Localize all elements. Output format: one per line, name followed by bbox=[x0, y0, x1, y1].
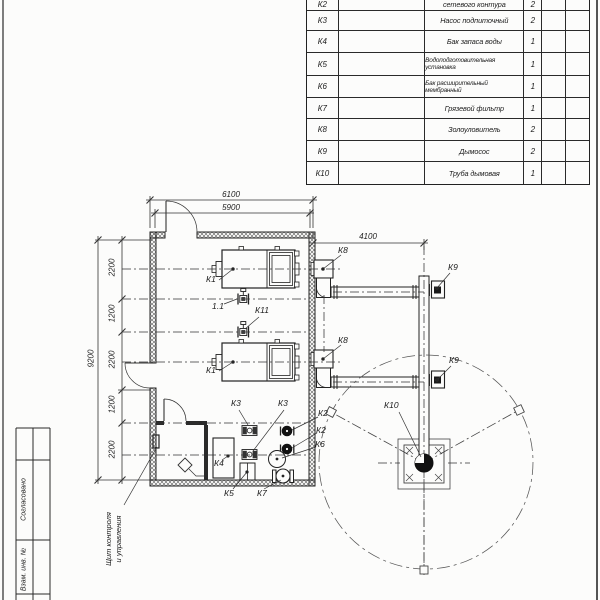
note-line-2: и управления bbox=[114, 515, 123, 563]
dim-duct-run: 4100 bbox=[359, 232, 377, 241]
row-name: сетевого контура bbox=[425, 0, 524, 10]
dim-width-inner: 5900 bbox=[222, 203, 240, 212]
row-designation bbox=[339, 0, 425, 10]
floor-drain bbox=[178, 458, 205, 476]
row-qty: 2 bbox=[524, 0, 542, 10]
table-row bbox=[307, 0, 589, 11]
expansion-tank-k6 bbox=[269, 451, 286, 468]
table-row: К4 Бак запаса воды 1 bbox=[307, 31, 589, 53]
dim-v2: 1200 bbox=[107, 304, 117, 323]
label-k6: К6 bbox=[315, 439, 325, 449]
table-row: К5 Водоподготовительная установка 1 bbox=[307, 53, 589, 76]
table-row: К7 Грязевой фильтр 1 bbox=[307, 98, 589, 119]
boiler-1 bbox=[212, 247, 299, 289]
valve-1-1 bbox=[238, 289, 249, 305]
dim-v3: 2200 bbox=[107, 350, 117, 369]
stamp-inventory: Взам. инв. № bbox=[20, 547, 28, 592]
stamp-agreed: Согласовано bbox=[20, 478, 28, 521]
table-row: К6 Бак расширительный мембранный 1 bbox=[307, 76, 589, 98]
table-row: К8 Золоуловитель 2 bbox=[307, 119, 589, 141]
dim-v4: 1200 bbox=[107, 395, 117, 414]
equipment-table bbox=[306, 0, 590, 185]
label-k4: К4 bbox=[214, 458, 224, 468]
pump-k3-2 bbox=[242, 450, 257, 460]
label-k11: К11 bbox=[255, 305, 270, 315]
label-k8-2: К8 bbox=[338, 335, 348, 345]
label-k3-1: К3 bbox=[231, 398, 241, 408]
label-k2-2: К2 bbox=[316, 425, 326, 435]
row-pos: К2 bbox=[307, 0, 339, 10]
valve-k11 bbox=[238, 322, 249, 338]
table-row: К10 Труба дымовая 1 bbox=[307, 162, 589, 184]
dim-v1: 2200 bbox=[107, 258, 117, 277]
label-k1-1: К1 bbox=[206, 274, 216, 284]
label-k7: К7 bbox=[257, 488, 267, 498]
pump-k3-1 bbox=[242, 426, 257, 436]
label-k8-1: К8 bbox=[338, 245, 348, 255]
label-k10: К10 bbox=[384, 400, 399, 410]
label-k5: К5 bbox=[224, 488, 234, 498]
table-row: К3 Насос подпиточный 2 bbox=[307, 11, 589, 31]
chimney-k10 bbox=[415, 454, 433, 472]
label-k1-2: К1 bbox=[206, 365, 216, 375]
filter-k7 bbox=[273, 469, 294, 483]
table-row: К9 Дымосос 2 bbox=[307, 141, 589, 162]
label-k3-2: К3 bbox=[278, 398, 288, 408]
dim-v5: 2200 bbox=[107, 440, 117, 459]
label-k2-1: К2 bbox=[318, 408, 328, 418]
label-k9-1: К9 bbox=[448, 262, 458, 272]
boiler-2 bbox=[212, 340, 299, 382]
dim-width-outer: 6100 bbox=[222, 190, 240, 199]
note-line-1: Щит контроля bbox=[104, 512, 113, 566]
dim-height-total: 9200 bbox=[86, 349, 96, 368]
label-valve-1-1: 1.1 bbox=[212, 301, 225, 311]
pump-k2-1 bbox=[281, 426, 294, 437]
partition-walls bbox=[156, 421, 208, 480]
label-k9-2: К9 bbox=[449, 355, 459, 365]
control-panel-note bbox=[104, 499, 124, 579]
